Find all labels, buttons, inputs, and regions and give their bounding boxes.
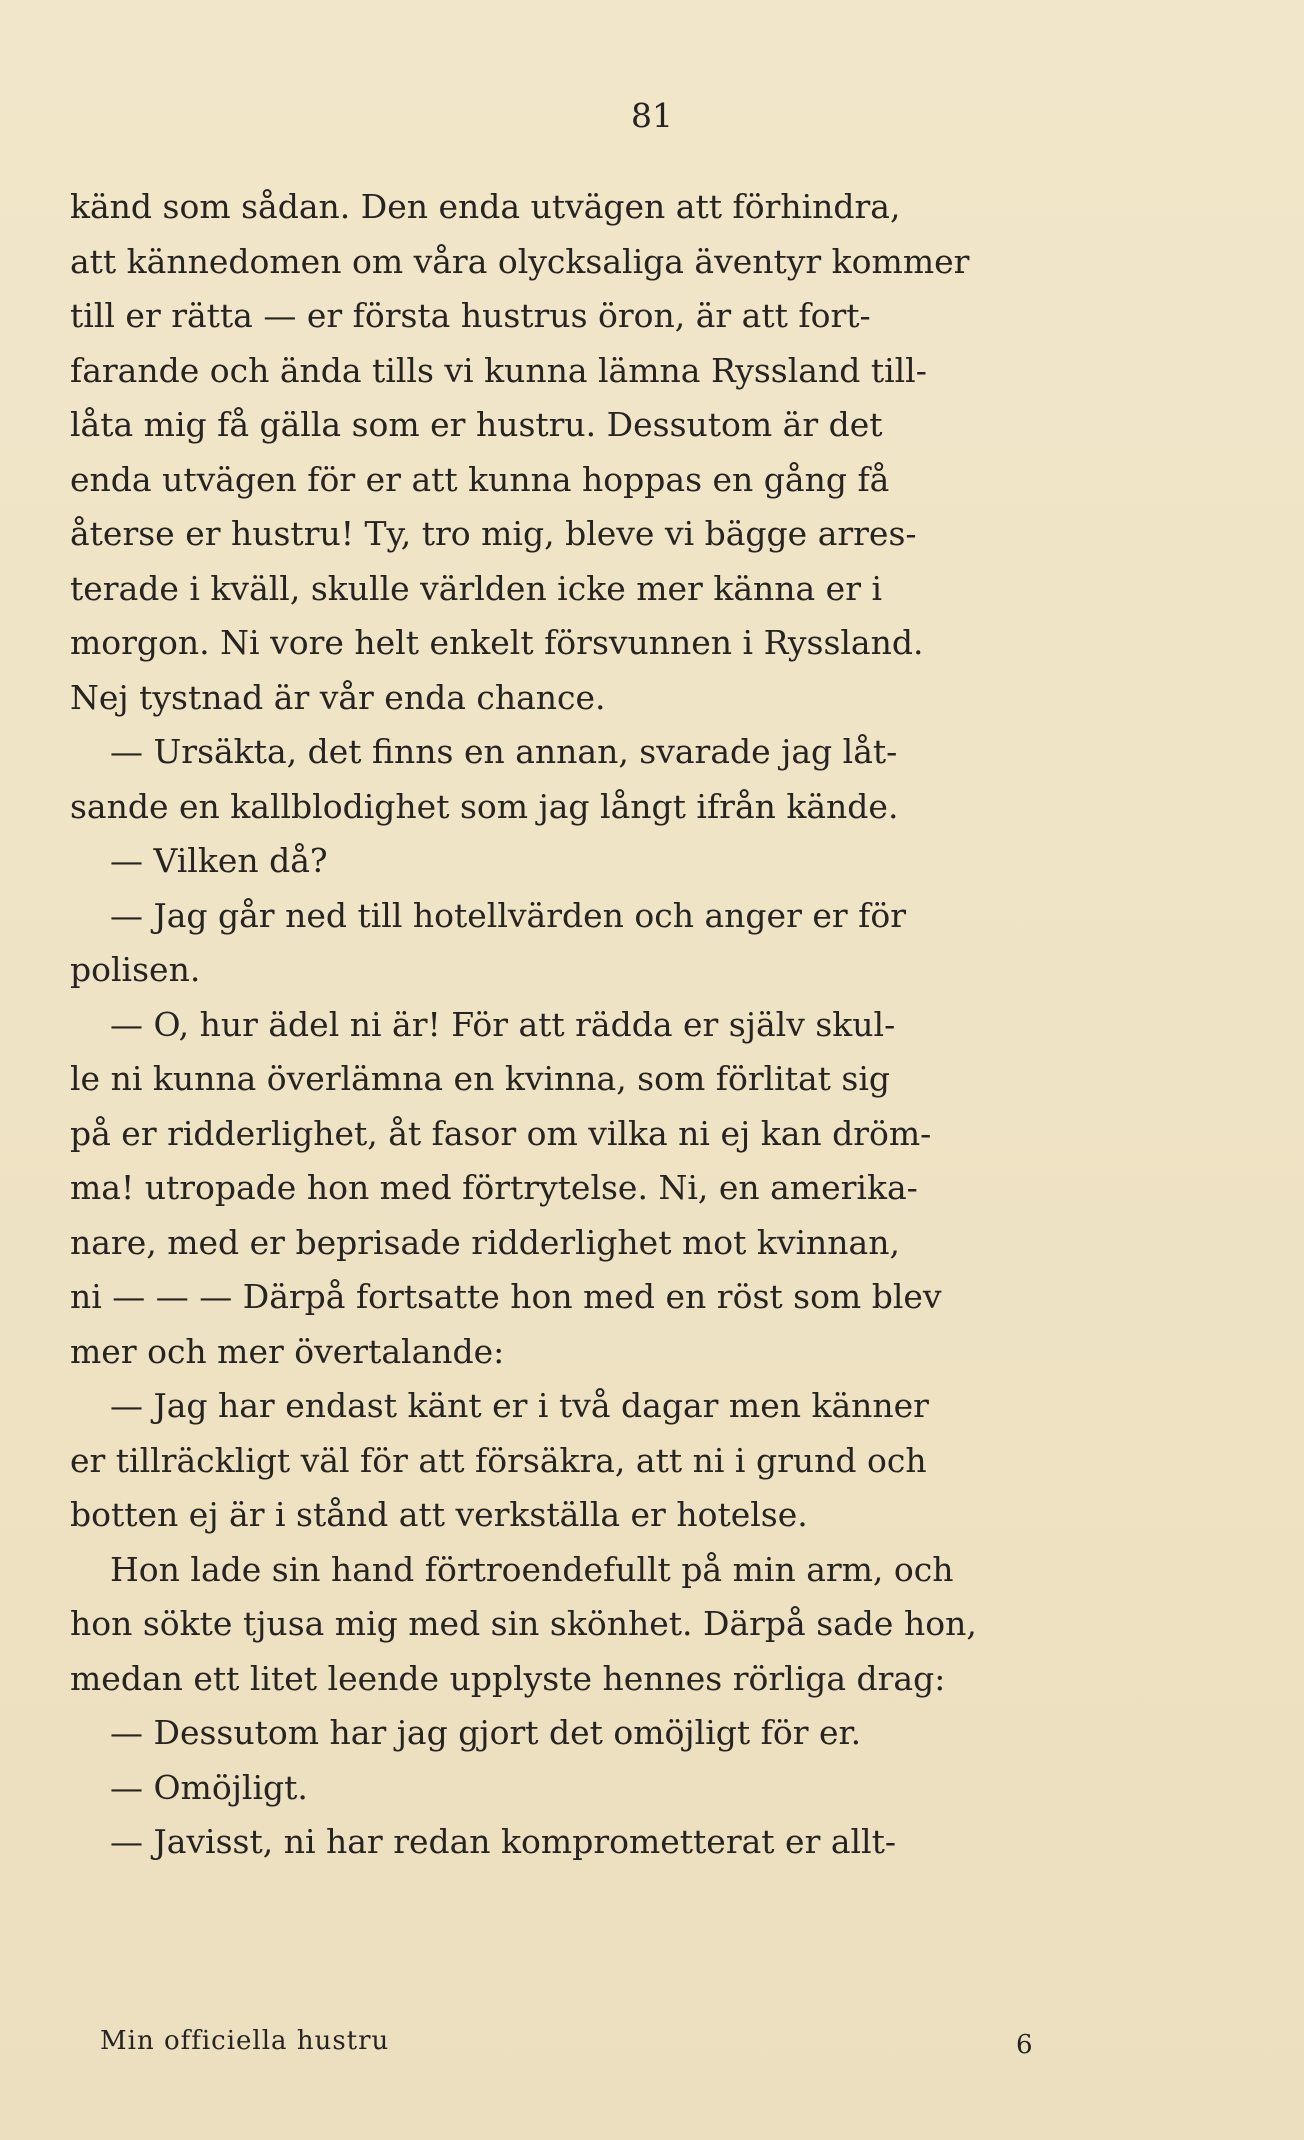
text-line: till er rätta — er första hustrus öron, är att fort- bbox=[70, 296, 871, 335]
text-line: att kännedomen om våra olycksaliga äventyr kommer bbox=[70, 241, 970, 281]
page-number: 81 bbox=[631, 96, 673, 135]
text-line: farande och ända tills vi kunna lämna Ryssland till- bbox=[70, 350, 927, 390]
text-line: nare, med er beprisade ridderlighet mot kvinnan, bbox=[70, 1222, 900, 1262]
text-line: sande en kallblodighet som jag långt ifrån kände. bbox=[70, 786, 899, 826]
text-line: terade i kväll, skulle världen icke mer känna er i bbox=[70, 568, 883, 608]
text-line: Nej tystnad är vår enda chance. bbox=[70, 677, 606, 717]
text-line: le ni kunna överlämna en kvinna, som förlitat sig bbox=[70, 1059, 891, 1098]
footer-book-title: Min officiella hustru bbox=[100, 2026, 390, 2056]
text-line: ma! utropade hon med förtrytelse. Ni, en amerika- bbox=[70, 1168, 918, 1207]
text-line: — Dessutom har jag gjort det omöjligt för er. bbox=[110, 1713, 862, 1752]
text-line: — Jag har endast känt er i två dagar men känner bbox=[110, 1386, 929, 1425]
text-line: känd som sådan. Den enda utvägen att förhindra, bbox=[70, 187, 901, 226]
text-line: morgon. Ni vore helt enkelt försvunnen i Ryssland. bbox=[70, 623, 924, 662]
body-text bbox=[70, 180, 1080, 1870]
text-line: låta mig få gälla som er hustru. Dessutom är det bbox=[70, 405, 883, 444]
text-line: — Ursäkta, det finns en annan, svarade jag låt- bbox=[110, 732, 898, 771]
text-line: — Jag går ned till hotellvärden och anger er för bbox=[110, 895, 906, 935]
text-line: — Omöjligt. bbox=[110, 1767, 308, 1807]
text-line: hon sökte tjusa mig med sin skönhet. Därpå sade hon, bbox=[70, 1604, 977, 1643]
text-line: botten ej är i stånd att verkställa er hotelse. bbox=[70, 1495, 808, 1534]
text-line: — O, hur ädel ni är! För att rädda er själv skul- bbox=[110, 1004, 896, 1044]
footer-signature-mark: 6 bbox=[1016, 2030, 1033, 2060]
text-line: ni — — — Därpå fortsatte hon med en röst som blev bbox=[70, 1277, 942, 1316]
text-line: — Javisst, ni har redan komprometterat er allt- bbox=[110, 1822, 897, 1861]
text-line: enda utvägen för er att kunna hoppas en gång få bbox=[70, 459, 890, 499]
text-line: polisen. bbox=[70, 950, 201, 989]
text-line: er tillräckligt väl för att försäkra, att ni i grund och bbox=[70, 1440, 927, 1480]
text-line: — Vilken då? bbox=[110, 841, 328, 880]
text-line: medan ett litet leende upplyste hennes rörliga drag: bbox=[70, 1658, 946, 1698]
text-line: på er ridderlighet, åt fasor om vilka ni ej kan dröm- bbox=[70, 1113, 932, 1153]
text-line: mer och mer övertalande: bbox=[70, 1331, 505, 1371]
text-line: Hon lade sin hand förtroendefullt på min arm, och bbox=[110, 1549, 954, 1589]
text-line: återse er hustru! Ty, tro mig, bleve vi bägge arres- bbox=[70, 514, 917, 553]
